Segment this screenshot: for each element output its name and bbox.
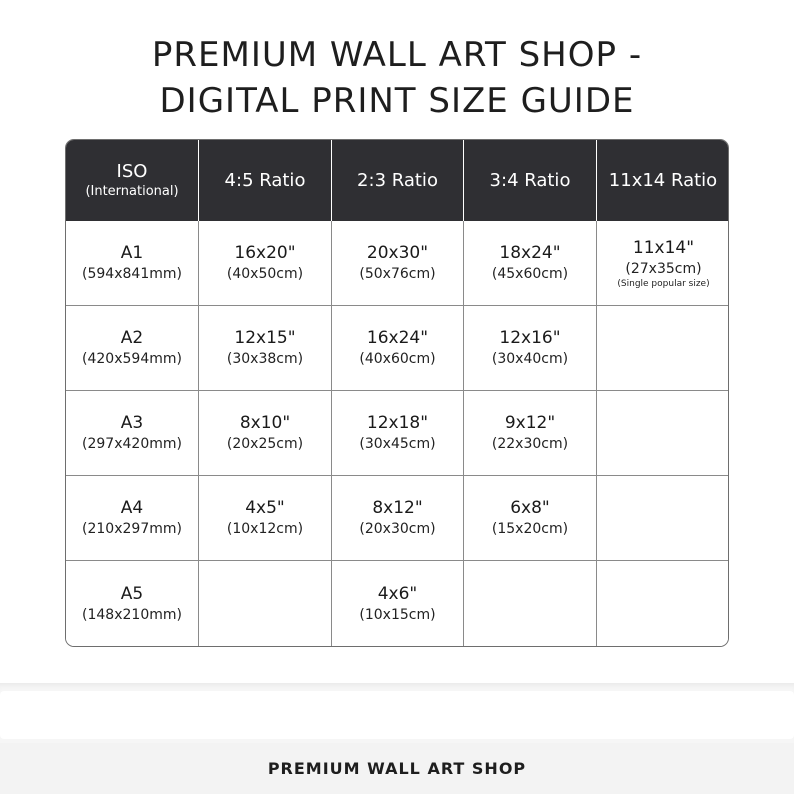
print-size-cell <box>199 561 332 646</box>
cell-main: 11x14" <box>632 237 695 258</box>
footer-label: PREMIUM WALL ART SHOP <box>267 759 527 778</box>
cell-note: (Single popular size) <box>617 278 710 289</box>
divider-band-inner <box>0 691 794 739</box>
header-main: 4:5 Ratio <box>224 169 306 191</box>
cell-main: 9x12" <box>504 413 556 433</box>
print-size-cell <box>464 561 597 646</box>
print-size-cell <box>332 561 464 646</box>
cell-main: 8x10" <box>239 413 291 433</box>
cell-sub: (594x841mm) <box>82 266 182 282</box>
cell-main: A1 <box>120 243 144 263</box>
print-size-cell <box>464 306 597 391</box>
iso-size-cell <box>66 306 199 391</box>
cell-main: 12x15" <box>234 328 296 348</box>
print-size-cell <box>199 391 332 476</box>
cell-main: 16x20" <box>234 243 296 263</box>
cell-main: A3 <box>120 413 144 433</box>
cell-sub: (27x35cm) <box>625 260 702 277</box>
cell-sub: (297x420mm) <box>82 436 182 452</box>
cell-main: A4 <box>120 498 144 518</box>
print-size-cell <box>597 561 729 646</box>
header-iso <box>66 140 199 221</box>
iso-size-cell <box>66 391 199 476</box>
print-size-cell <box>597 391 729 476</box>
cell-sub: (10x12cm) <box>226 521 304 537</box>
cell-main: 8x12" <box>372 498 423 518</box>
cell-sub: (10x15cm) <box>359 606 436 623</box>
print-size-cell <box>597 306 729 391</box>
print-size-cell <box>464 476 597 561</box>
cell-main: 12x16" <box>499 328 561 348</box>
print-size-cell <box>332 306 464 391</box>
cell-main: 18x24" <box>499 243 561 263</box>
cell-sub: (15x20cm) <box>491 521 569 537</box>
print-size-cell <box>464 391 597 476</box>
print-size-cell <box>199 476 332 561</box>
header-4-5-ratio <box>199 140 332 221</box>
header-3-4-ratio <box>464 140 597 221</box>
cell-sub: (45x60cm) <box>491 266 569 282</box>
cell-sub: (30x40cm) <box>491 351 569 367</box>
cell-main: 20x30" <box>366 243 429 263</box>
cell-sub: (210x297mm) <box>82 521 182 537</box>
cell-sub: (420x594mm) <box>82 351 182 367</box>
header-sub: (International) <box>85 183 179 199</box>
cell-main: 16x24" <box>366 328 429 348</box>
cell-main: A2 <box>120 328 144 348</box>
iso-size-cell <box>66 561 199 646</box>
cell-sub: (30x45cm) <box>359 436 436 452</box>
cell-main: 4x5" <box>245 498 285 518</box>
print-size-cell <box>199 221 332 306</box>
footer-bar <box>0 743 794 794</box>
cell-main: A5 <box>120 583 144 604</box>
size-guide-table <box>65 139 729 647</box>
cell-sub: (50x76cm) <box>359 266 436 282</box>
print-size-cell <box>464 221 597 306</box>
print-size-cell <box>332 221 464 306</box>
cell-sub: (22x30cm) <box>491 436 569 452</box>
cell-sub: (20x30cm) <box>359 521 436 537</box>
print-size-cell <box>332 476 464 561</box>
cell-sub: (20x25cm) <box>226 436 304 452</box>
title-line-1: PREMIUM WALL ART SHOP - <box>151 35 643 75</box>
header-main: 3:4 Ratio <box>489 169 571 191</box>
cell-main: 6x8" <box>510 498 550 518</box>
header-2-3-ratio <box>332 140 464 221</box>
print-size-cell <box>332 391 464 476</box>
header-main: 11x14 Ratio <box>608 169 718 191</box>
print-size-cell <box>597 476 729 561</box>
cell-main: 4x6" <box>377 583 418 604</box>
header-11x14-ratio <box>597 140 729 221</box>
print-size-cell <box>597 221 729 306</box>
cell-main: 12x18" <box>366 413 429 433</box>
header-main: ISO <box>116 160 148 182</box>
cell-sub: (40x60cm) <box>359 351 436 367</box>
page-title <box>0 32 794 124</box>
cell-sub: (148x210mm) <box>82 606 182 623</box>
cell-sub: (40x50cm) <box>226 266 304 282</box>
print-size-cell <box>199 306 332 391</box>
title-line-2: DIGITAL PRINT SIZE GUIDE <box>159 81 635 121</box>
iso-size-cell <box>66 476 199 561</box>
iso-size-cell <box>66 221 199 306</box>
cell-sub: (30x38cm) <box>226 351 304 367</box>
header-main: 2:3 Ratio <box>357 169 438 191</box>
